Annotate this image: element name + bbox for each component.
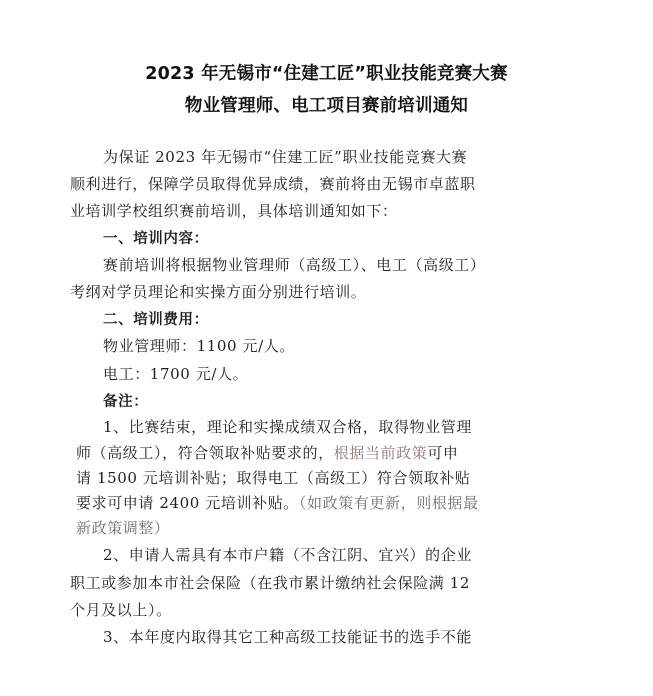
notes-heading: 备注： xyxy=(103,394,149,410)
note-2-line-1: 2、申请人需具有本市户籍（不含江阴、宜兴）的企业 xyxy=(103,546,472,564)
note-2-line-3: 个月及以上）。 xyxy=(70,601,172,619)
note-1-line-3: 请 1500 元培训补贴；取得电工（高级工）符合领取补贴 xyxy=(76,469,471,487)
note-2-line-2: 职工或参加本市社会保险（在我市累计缴纳社会保险满 12 xyxy=(70,574,471,592)
document-title-line-2: 物业管理师、电工项目赛前培训通知 xyxy=(184,96,469,116)
note-1-line-2-text: 师（高级工），符合领取补贴要求的， xyxy=(76,444,334,462)
training-content-line-1: 赛前培训将根据物业管理师（高级工）、电工（高级工） xyxy=(103,256,486,274)
section-training-fee-heading: 二、培训费用： xyxy=(103,312,209,328)
document-title-line-1: 2023 年无锡市“住建工匠”职业技能竞赛大赛 xyxy=(145,64,508,84)
note-1-line-2-end: 可申 xyxy=(427,444,459,462)
note-1-line-1: 1、比赛结束，理论和实操成绩双合格，取得物业管理 xyxy=(103,418,472,436)
intro-line-1: 为保证 2023 年无锡市“住建工匠”职业技能竞赛大赛 xyxy=(103,148,468,166)
section-training-content-heading: 一、培训内容： xyxy=(103,231,209,247)
training-content-line-2: 考纲对学员理论和实操方面分别进行培训。 xyxy=(70,283,367,301)
note-1-policy-update-remark: （如政策有更新，则根据最 xyxy=(298,494,479,512)
note-1-line-4 xyxy=(76,492,479,513)
intro-line-3: 业培训学校组织赛前培训，具体培训通知如下： xyxy=(70,202,398,220)
intro-line-2: 顺利进行，保障学员取得优异成绩，赛前将由无锡市卓蓝职 xyxy=(70,175,476,193)
fee-property-manager: 物业管理师：1100 元/人。 xyxy=(103,337,295,355)
fee-electrician: 电工：1700 元/人。 xyxy=(103,365,249,383)
note-1-policy-phrase: 根据当前政策 xyxy=(333,444,428,462)
note-1-line-4-text: 要求可申请 2400 元培训补贴。 xyxy=(76,494,299,512)
note-3-line-1: 3、本年度内取得其它工种高级工技能证书的选手不能 xyxy=(103,628,472,646)
note-1-line-5: 新政策调整） xyxy=(76,519,170,537)
note-1-line-2 xyxy=(76,442,459,463)
